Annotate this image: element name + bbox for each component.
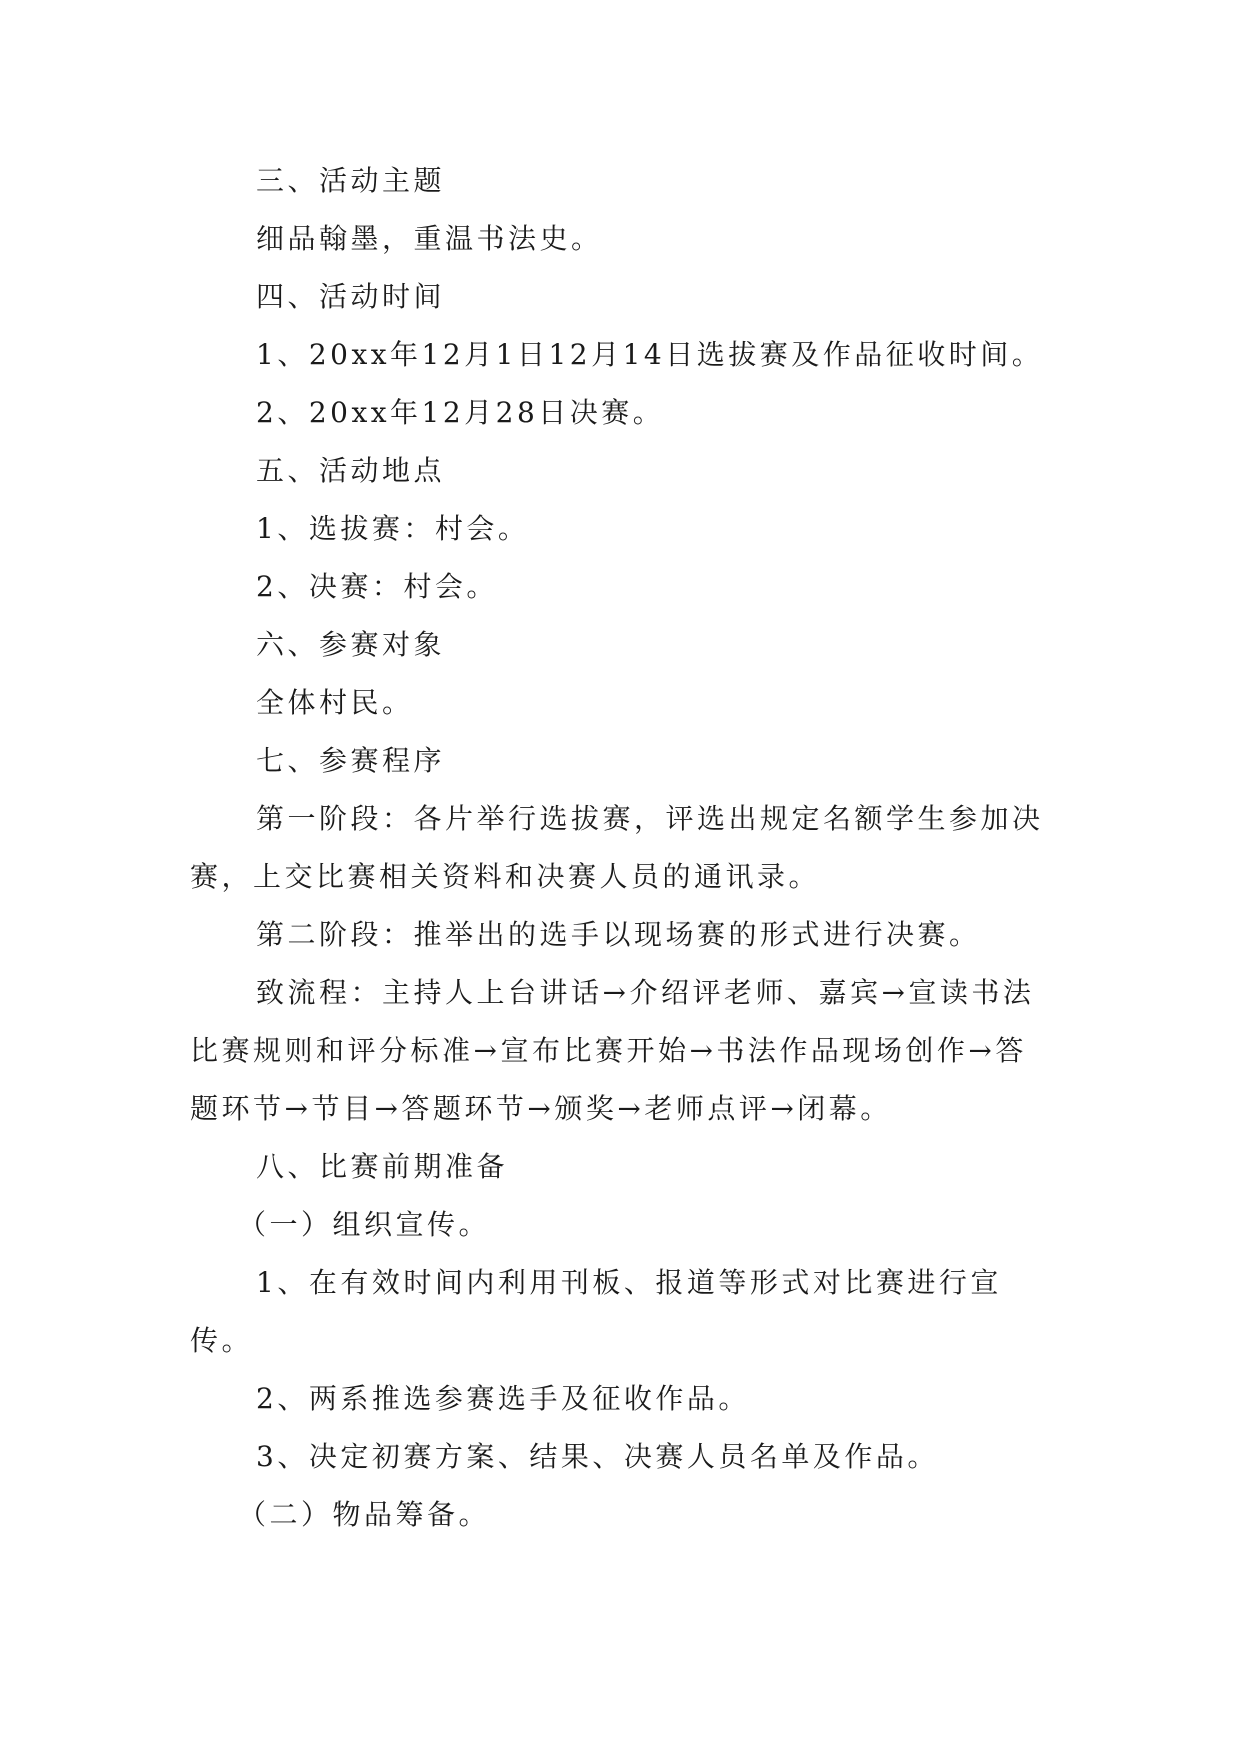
heading-procedure: 七、参赛程序 [256, 744, 446, 777]
paragraph-location-1: 1、选拔赛：村会。 [256, 512, 530, 545]
paragraph-location-2: 2、决赛：村会。 [256, 570, 498, 603]
paragraph-time-2: 2、20xx年12月28日决赛。 [256, 396, 665, 429]
heading-preparation: 八、比赛前期准备 [256, 1150, 509, 1183]
paragraph-publicity-3: 3、决定初赛方案、结果、决赛人员名单及作品。 [256, 1440, 939, 1473]
paragraph-stage-1: 第一阶段：各片举行选拔赛，评选出规定名额学生参加决赛，上交比赛相关资料和决赛人员的通讯录。 [190, 802, 1044, 893]
heading-activity-location: 五、活动地点 [256, 454, 446, 487]
heading-activity-theme: 三、活动主题 [256, 164, 446, 197]
heading-participants: 六、参赛对象 [256, 628, 446, 661]
paragraph-publicity-2: 2、两系推选参赛选手及征收作品。 [256, 1382, 750, 1415]
heading-activity-time: 四、活动时间 [256, 280, 446, 313]
paragraph-stage-2: 第二阶段：推举出的选手以现场赛的形式进行决赛。 [256, 918, 981, 951]
subheading-publicity: （一）组织宣传。 [238, 1208, 491, 1241]
document-body [190, 152, 1050, 1544]
paragraph-publicity-1: 1、在有效时间内利用刊板、报道等形式对比赛进行宣传。 [190, 1266, 1002, 1357]
paragraph-theme-text: 细品翰墨，重温书法史。 [256, 222, 603, 255]
subheading-materials: （二）物品筹备。 [238, 1498, 491, 1531]
paragraph-flow: 致流程：主持人上台讲话→介绍评老师、嘉宾→宣读书法比赛规则和评分标准→宣布比赛开始→书法作品现场创作→答题环节→节目→答题环节→颁奖→老师点评→闭幕。 [190, 976, 1035, 1125]
paragraph-time-1: 1、20xx年12月1日12月14日选拔赛及作品征收时间。 [256, 338, 1044, 371]
paragraph-participants-text: 全体村民。 [256, 686, 414, 719]
